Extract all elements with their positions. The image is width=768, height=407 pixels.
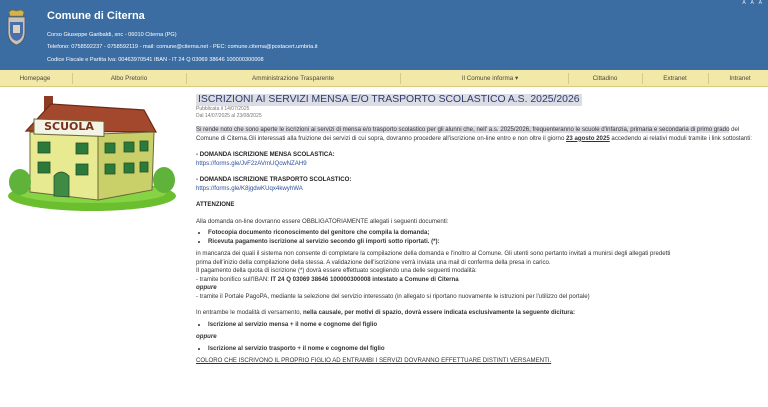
header-contacts: Telefono: 0758592237 - 0758592119 - mail: comune@citerna.net - PEC: comune.citerna@postacert.umbria.it: [47, 44, 318, 50]
trasporto-form-link[interactable]: https://forms.gle/K8jgdwKUqx4kwyhWA: [196, 184, 303, 192]
list-item: • Iscrizione al servizio trasporto + il nome e cognome del figlio: [208, 345, 764, 354]
attention-heading: ATTENZIONE: [196, 201, 235, 208]
mensa-form-link[interactable]: https://forms.gle/JvF2zAVmUQcwNZAH9: [196, 159, 307, 167]
main-nav: [0, 70, 768, 87]
intro-text: del Comune di Citerna.Gli interessati alla fruizione dei servizi di cui sopra, dovranno procedere all'iscrizione on-line entro e non oltre il giorno: [196, 126, 740, 142]
causale-trasporto-list: [208, 345, 764, 354]
bonifico-label: - tramite bonifico sull'IBAN:: [196, 275, 271, 283]
header-address: Corso Giuseppe Garibaldi, snc - 06010 Citerna (PG): [47, 32, 177, 38]
article-title: ISCRIZIONI AI SERVIZI MENSA E/O TRASPORTO SCOLASTICO A.S. 2025/2026: [198, 94, 580, 105]
nav-amministrazione-trasparente[interactable]: Amministrazione Trasparente: [252, 75, 334, 82]
nav-il-comune-informa[interactable]: Il Comune informa ▾: [461, 75, 519, 82]
school-sign-text: SCUOLA: [44, 120, 94, 133]
article-published-date: Pubblicata il 14/07/2025: [196, 106, 250, 112]
oppure-label-2: oppure: [196, 333, 217, 340]
trasporto-heading: - DOMANDA ISCRIZIONE TRASPORTO SCOLASTICO:: [196, 176, 352, 183]
causale-intro: [196, 309, 764, 318]
mensa-heading: - DOMANDA ISCRIZIONE MENSA SCOLASTICA:: [196, 151, 335, 158]
site-header: [0, 0, 768, 70]
intro-text-end: accedendo ai relativi moduli tramite i link sottostanti:: [609, 134, 752, 142]
nav-albo-pretorio[interactable]: Albo Pretorio: [110, 75, 148, 82]
list-item: • Iscrizione al servizio mensa + il nome e cognome del figlio: [208, 321, 764, 330]
causale-emphasis: nella causale, per motivi di spazio, dovrà essere indicata esclusivamente la seguente dicitura:: [303, 309, 576, 316]
list-item: • Ricevuta pagamento iscrizione al servizio secondo gli importi sotto riportati. (*):: [208, 238, 764, 247]
nav-separator: [400, 73, 401, 84]
payment-intro: Il pagamento della quota di iscrizione (*) dovrà essere effettuato scegliendo una delle seguenti modalità:: [196, 267, 477, 274]
font-size-controls[interactable]: A A A: [742, 0, 764, 6]
header-tax-info: Codice Fiscale e Partita Iva: 00463970541 IBAN - IT 24 Q 03069 38646 100000300008: [47, 57, 264, 63]
nav-separator: [186, 73, 187, 84]
site-title[interactable]: Comune di Citerna: [47, 10, 145, 22]
iban-value: IT 24 Q 03069 38646 100000300008 intestato a Comune di Citerna: [270, 275, 459, 283]
article-validity-period: Dal 14/07/2025 al 23/08/2025: [196, 112, 262, 119]
nav-separator: [708, 73, 709, 84]
coat-of-arms-icon[interactable]: [6, 10, 27, 46]
attachments-intro: Alla domanda on-line dovranno essere OBBLIGATORIAMENTE allegati i seguenti documenti:: [196, 217, 449, 225]
nav-separator: [642, 73, 643, 84]
nav-cittadino[interactable]: Cittadino: [592, 75, 618, 82]
deadline-date: 23 agosto 2025: [566, 134, 610, 142]
school-illustration: [6, 96, 178, 214]
missing-attachments-note: in mancanza dei quali il sistema non consente di completare la compilazione della domanda e l'inoltro al Comune. Gli utenti sono pertanto invitati a munirsi degli allegati predetti: [196, 250, 671, 257]
article-intro: [196, 126, 764, 143]
nav-separator: [568, 73, 569, 84]
causale-text: In entrambe le modalità di versamento,: [196, 309, 304, 316]
nav-separator: [72, 73, 73, 84]
article: [196, 94, 764, 366]
intro-highlighted-text: Si rende noto che sono aperte le iscrizioni ai servizi di mensa e/o trasporto scolastico per gli alunni che, nell' a.s. 2025/2026, frequenteranno le scuole d'infanzia, primaria e secondaria di primo grado: [196, 126, 730, 133]
causale-mensa-list: [208, 321, 764, 330]
missing-attachments-note-2: prima dell'inizio della compilazione della stessa. A validazione dell'iscrizione verrà inviata una mail di conferma della presa in carico.: [196, 258, 551, 266]
nav-homepage[interactable]: Homepage: [19, 75, 51, 82]
bonifico-line: [196, 276, 764, 285]
pagopa-line: - tramite il Portale PagoPA, mediante la selezione del servizio interessato (in allegato si riportano nuovamente le istruzioni per l'utilizzo del portale): [196, 292, 590, 300]
both-services-note: COLORO CHE ISCRIVONO IL PROPRIO FIGLIO AD ENTRAMBI I SERVIZI DOVRANNO EFFETTUARE DISTINTI VERSAMENTI.: [196, 357, 552, 364]
required-documents-list: [208, 229, 764, 246]
nav-extranet[interactable]: Extranet: [663, 75, 687, 82]
oppure-label: oppure: [196, 284, 217, 291]
list-item: • Fotocopia documento riconoscimento del genitore che compila la domanda;: [208, 229, 764, 238]
nav-intranet[interactable]: Intranet: [729, 75, 751, 82]
